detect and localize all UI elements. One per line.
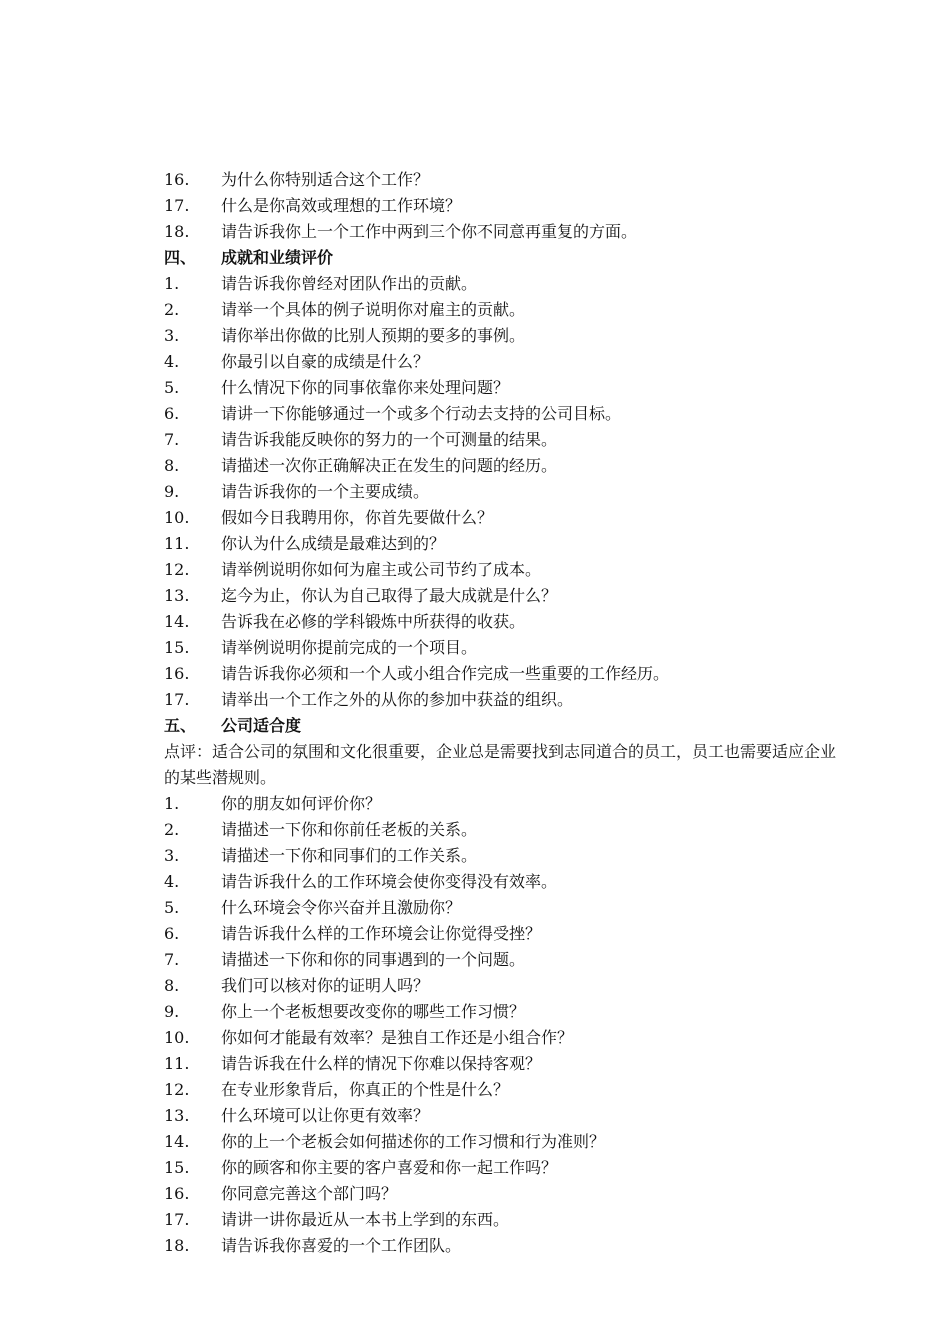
list-item: [164, 583, 844, 609]
list-item: [164, 297, 844, 323]
item-number: 8.: [164, 456, 180, 475]
item-text: 请告诉我你的一个主要成绩。: [221, 482, 430, 501]
item-text: 请告诉我什么的工作环境会使你变得没有效率。: [221, 872, 558, 891]
item-number: 16.: [164, 664, 190, 683]
item-number: 13.: [164, 586, 190, 605]
item-text: 你的上一个老板会如何描述你的工作习惯和行为准则？: [221, 1132, 606, 1151]
item-text: 你的朋友如何评价你？: [221, 794, 382, 813]
section-3-tail-list: [164, 167, 844, 245]
item-text: 你最引以自豪的成绩是什么？: [221, 352, 430, 371]
item-number: 11.: [164, 534, 190, 553]
item-text: 你如何才能最有效率？是独自工作还是小组合作？: [221, 1028, 574, 1047]
list-item: [164, 427, 844, 453]
item-text: 假如今日我聘用你，你首先要做什么？: [221, 508, 494, 527]
list-item: [164, 869, 844, 895]
list-item: [164, 1233, 844, 1259]
item-text: 请描述一次你正确解决正在发生的问题的经历。: [221, 456, 558, 475]
item-number: 4.: [164, 352, 180, 371]
list-item: [164, 1051, 844, 1077]
item-text: 什么是你高效或理想的工作环境？: [221, 196, 462, 215]
section-4-heading: [164, 245, 844, 271]
item-text: 你同意完善这个部门吗？: [221, 1184, 398, 1203]
item-text: 请描述一下你和你的同事遇到的一个问题。: [221, 950, 526, 969]
item-text: 你认为什么成绩是最难达到的？: [221, 534, 446, 553]
item-text: 请举一个具体的例子说明你对雇主的贡献。: [221, 300, 526, 319]
item-number: 17.: [164, 196, 190, 215]
list-item: [164, 323, 844, 349]
item-number: 16.: [164, 1184, 190, 1203]
item-text: 请描述一下你和你前任老板的关系。: [221, 820, 478, 839]
section-5-list: [164, 791, 844, 1259]
item-text: 什么环境会令你兴奋并且激励你？: [221, 898, 462, 917]
item-number: 8.: [164, 976, 180, 995]
item-number: 7.: [164, 950, 180, 969]
item-number: 18.: [164, 222, 190, 241]
item-text: 在专业形象背后，你真正的个性是什么？: [221, 1080, 510, 1099]
item-text: 请讲一讲你最近从一本书上学到的东西。: [221, 1210, 510, 1229]
section-5-heading: [164, 713, 844, 739]
list-item: [164, 1181, 844, 1207]
item-number: 5.: [164, 378, 180, 397]
item-number: 14.: [164, 1132, 190, 1151]
item-text: 请告诉我能反映你的努力的一个可测量的结果。: [221, 430, 558, 449]
list-item: [164, 219, 844, 245]
item-number: 3.: [164, 846, 180, 865]
list-item: [164, 1129, 844, 1155]
list-item: [164, 921, 844, 947]
item-number: 12.: [164, 1080, 190, 1099]
item-number: 9.: [164, 1002, 180, 1021]
section-title: 公司适合度: [221, 716, 302, 735]
list-item: [164, 453, 844, 479]
item-number: 15.: [164, 638, 190, 657]
item-number: 1.: [164, 274, 180, 293]
item-text: 请举出一个工作之外的从你的参加中获益的组织。: [221, 690, 574, 709]
item-text: 请讲一下你能够通过一个或多个行动去支持的公司目标。: [221, 404, 622, 423]
item-number: 3.: [164, 326, 180, 345]
item-text: 什么环境可以让你更有效率？: [221, 1106, 430, 1125]
item-number: 14.: [164, 612, 190, 631]
list-item: [164, 1025, 844, 1051]
list-item: [164, 349, 844, 375]
list-item: [164, 375, 844, 401]
list-item: [164, 895, 844, 921]
item-number: 6.: [164, 924, 180, 943]
list-item: [164, 999, 844, 1025]
item-number: 13.: [164, 1106, 190, 1125]
item-number: 2.: [164, 300, 180, 319]
item-number: 10.: [164, 508, 190, 527]
item-number: 17.: [164, 690, 190, 709]
item-text: 你的顾客和你主要的客户喜爱和你一起工作吗？: [221, 1158, 558, 1177]
item-text: 请举例说明你如何为雇主或公司节约了成本。: [221, 560, 542, 579]
section-number: 五、: [164, 716, 197, 735]
list-item: [164, 791, 844, 817]
list-item: [164, 557, 844, 583]
list-item: [164, 609, 844, 635]
item-text: 请告诉我你上一个工作中两到三个你不同意再重复的方面。: [221, 222, 638, 241]
item-text: 什么情况下你的同事依靠你来处理问题？: [221, 378, 510, 397]
list-item: [164, 479, 844, 505]
list-item: [164, 843, 844, 869]
item-number: 1.: [164, 794, 180, 813]
item-number: 16.: [164, 170, 190, 189]
item-text: 我们可以核对你的证明人吗？: [221, 976, 430, 995]
list-item: [164, 271, 844, 297]
item-text: 请你举出你做的比别人预期的要多的事例。: [221, 326, 526, 345]
item-text: 请举例说明你提前完成的一个项目。: [221, 638, 478, 657]
list-item: [164, 661, 844, 687]
item-text: 请告诉我在什么样的情况下你难以保持客观？: [221, 1054, 542, 1073]
list-item: [164, 401, 844, 427]
item-text: 你上一个老板想要改变你的哪些工作习惯？: [221, 1002, 526, 1021]
item-text: 请告诉我你必须和一个人或小组合作完成一些重要的工作经历。: [221, 664, 670, 683]
item-text: 迄今为止，你认为自己取得了最大成就是什么？: [221, 586, 558, 605]
item-number: 10.: [164, 1028, 190, 1047]
section-4-list: [164, 271, 844, 713]
list-item: [164, 817, 844, 843]
document-body: [164, 167, 844, 1259]
item-text: 请告诉我你喜爱的一个工作团队。: [221, 1236, 462, 1255]
item-number: 17.: [164, 1210, 190, 1229]
section-title: 成就和业绩评价: [221, 248, 334, 267]
item-number: 2.: [164, 820, 180, 839]
item-text: 为什么你特别适合这个工作？: [221, 170, 430, 189]
list-item: [164, 947, 844, 973]
item-number: 11.: [164, 1054, 190, 1073]
list-item: [164, 1103, 844, 1129]
item-number: 12.: [164, 560, 190, 579]
item-text: 请描述一下你和同事们的工作关系。: [221, 846, 478, 865]
item-text: 请告诉我什么样的工作环境会让你觉得受挫？: [221, 924, 542, 943]
item-number: 5.: [164, 898, 180, 917]
list-item: [164, 1155, 844, 1181]
list-item: [164, 531, 844, 557]
list-item: [164, 687, 844, 713]
section-number: 四、: [164, 248, 197, 267]
item-number: 15.: [164, 1158, 190, 1177]
list-item: [164, 635, 844, 661]
list-item: [164, 1077, 844, 1103]
list-item: [164, 1207, 844, 1233]
list-item: [164, 505, 844, 531]
item-text: 告诉我在必修的学科锻炼中所获得的收获。: [221, 612, 526, 631]
item-number: 9.: [164, 482, 180, 501]
list-item: [164, 193, 844, 219]
item-number: 4.: [164, 872, 180, 891]
item-text: 请告诉我你曾经对团队作出的贡献。: [221, 274, 478, 293]
item-number: 7.: [164, 430, 180, 449]
list-item: [164, 167, 844, 193]
list-item: [164, 973, 844, 999]
section-5-comment: 点评：适合公司的氛围和文化很重要，企业总是需要找到志同道合的员工，员工也需要适应企业的某些潜规则。: [164, 742, 837, 787]
item-number: 18.: [164, 1236, 190, 1255]
item-number: 6.: [164, 404, 180, 423]
